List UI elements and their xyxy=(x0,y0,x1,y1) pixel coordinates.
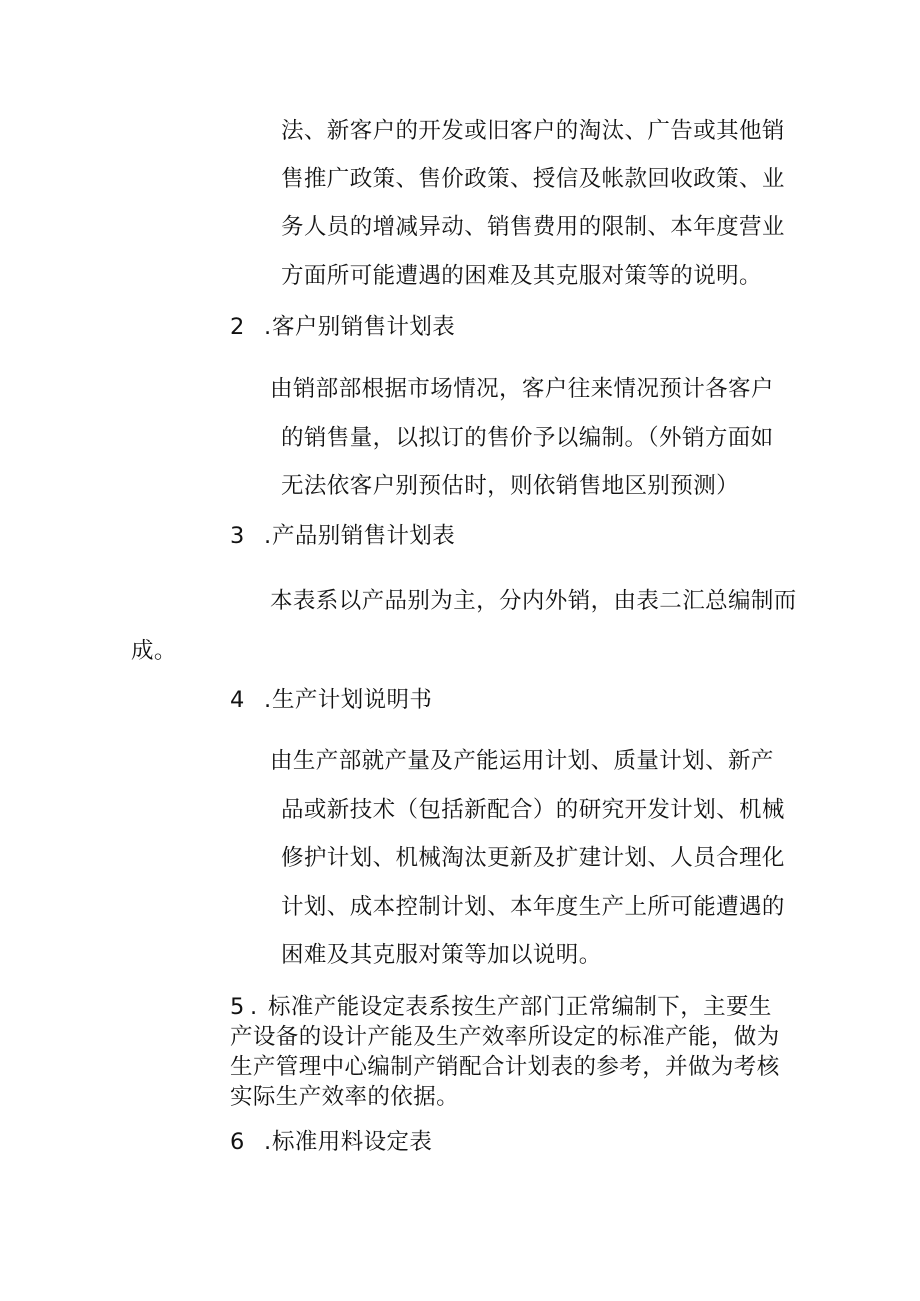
section2-number: 2 xyxy=(230,314,245,340)
section2-title: 客户别销售计划表 xyxy=(272,314,456,340)
section2-line-2: 的销售量，以拟订的售价予以编制。（外销方面如 xyxy=(281,425,774,451)
section4-line-4: 计划、成本控制计划、本年度生产上所可能遭遇的 xyxy=(281,894,785,920)
section4-line-5: 困难及其克服对策等加以说明。 xyxy=(281,942,602,968)
section5-number: 5 xyxy=(230,994,245,1020)
section3-heading xyxy=(230,521,455,551)
section3-title: 产品别销售计划表 xyxy=(272,523,456,549)
section4-number: 4 xyxy=(230,687,245,713)
section2-line-3: 无法依客户别预估时，则依销售地区别预测） xyxy=(281,473,740,499)
section4-dot: . xyxy=(264,687,272,713)
section2-line-1: 由销部部根据市场情况，客户往来情况预计各客户 xyxy=(270,376,774,402)
section1-line-3: 务人员的增减异动、销售费用的限制、本年度营业 xyxy=(281,214,785,240)
section3-number: 3 xyxy=(230,523,245,549)
section5-line-2: 产设备的设计产能及生产效率所设定的标准产能，做为 xyxy=(230,1024,780,1050)
section6-number: 6 xyxy=(230,1129,245,1155)
section4-line-3: 修护计划、机械淘汰更新及扩建计划、人员合理化 xyxy=(281,845,785,871)
section5-line-1 xyxy=(230,992,772,1022)
section4-title: 生产计划说明书 xyxy=(272,687,433,713)
section5-line-1-text: 标准产能设定表系按生产部门正常编制下，主要生 xyxy=(268,994,772,1020)
section4-line-1: 由生产部就产量及产能运用计划、质量计划、新产 xyxy=(270,748,774,774)
section6-dot: . xyxy=(264,1129,272,1155)
section1-line-4: 方面所可能遭遇的困难及其克服对策等的说明。 xyxy=(281,263,762,289)
section1-line-1: 法、新客户的开发或旧客户的淘汰、广告或其他销 xyxy=(281,118,785,144)
section2-dot: . xyxy=(264,314,272,340)
section5-dot: . xyxy=(250,994,258,1020)
section5-line-3: 生产管理中心编制产销配合计划表的参考，并做为考核 xyxy=(230,1054,780,1080)
section4-line-2: 品或新技术（包括新配合）的研究开发计划、机械 xyxy=(281,797,785,823)
section4-heading xyxy=(230,685,432,715)
section1-line-2: 售推广政策、售价政策、授信及帐款回收政策、业 xyxy=(281,166,785,192)
section2-heading xyxy=(230,312,455,342)
section3-line-1: 本表系以产品别为主，分内外销，由表二汇总编制而 xyxy=(270,588,797,614)
section3-line-2: 成。 xyxy=(131,638,177,664)
section6-title: 标准用料设定表 xyxy=(272,1129,433,1155)
section5-line-4: 实际生产效率的依据。 xyxy=(230,1084,460,1110)
section3-dot: . xyxy=(264,523,272,549)
section6-heading xyxy=(230,1127,432,1157)
